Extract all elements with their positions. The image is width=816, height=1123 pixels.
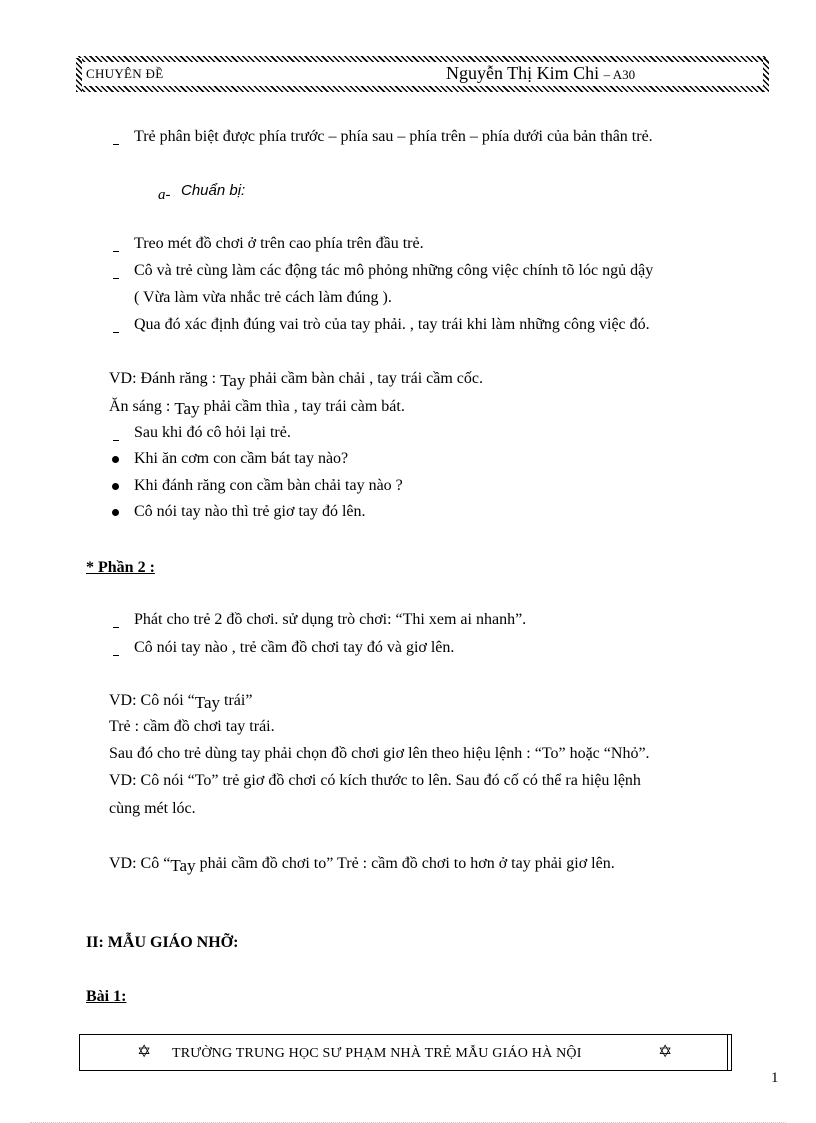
vd3-tay: Tay (170, 856, 196, 875)
part2-vd3 (109, 853, 615, 873)
part2-item-2: Cô nói tay nào , trẻ cầm đồ chơi tay đó và giơ lên. (134, 639, 455, 656)
example-2-rest: phải cầm thìa , tay trái càm bát. (199, 398, 405, 415)
part2-heading: * Phần 2 : (86, 559, 155, 576)
author-name: Nguyễn Thị Kim Chi (446, 63, 600, 83)
example-1-tay: Tay (220, 371, 246, 390)
vd3-prefix: VD: Cô “ (109, 855, 171, 872)
example-1 (109, 368, 483, 388)
dash-bullet (113, 440, 119, 441)
header-top-border (78, 56, 768, 62)
example-2-prefix: Ăn sáng : (109, 398, 175, 415)
example-1-prefix: VD: Đánh răng : (109, 370, 221, 387)
prep-item-3: Qua đó xác định đúng vai trò của tay phải. , tay trái khi làm những công việc đó. (134, 316, 650, 333)
dash-bullet (113, 332, 119, 333)
part2-vd1 (109, 690, 252, 710)
dash-bullet (113, 627, 119, 628)
round-bullet (112, 483, 119, 490)
star-icon: ✡ (137, 1042, 152, 1061)
header-topic: CHUYÊN ĐỀ (86, 66, 164, 81)
dash-bullet (113, 655, 119, 656)
vd1-prefix: VD: Cô nói “ (109, 692, 195, 709)
after-text: Sau khi đó cô hỏi lại trẻ. (134, 424, 291, 441)
lesson-heading: Bài 1: (86, 988, 127, 1005)
dash-bullet (113, 278, 119, 279)
vd1-rest: trái” (220, 692, 253, 709)
example-1-rest: phải cầm bàn chải , tay trái cầm cốc. (245, 370, 484, 387)
vd1-tay: Tay (194, 693, 221, 712)
dash-bullet (113, 144, 119, 145)
prep-item-1: Treo mét đồ chơi ở trên cao phía trên đầu trẻ. (134, 235, 424, 252)
section2-heading: II: MẪU GIÁO NHỠ: (86, 934, 239, 951)
header-bottom-border (78, 86, 768, 92)
header-author (446, 63, 635, 84)
prep-item-2-cont: ( Vừa làm vừa nhắc trẻ cách làm đúng ). (134, 289, 392, 306)
prep-item-2: Cô và trẻ cùng làm các động tác mô phỏng những công việc chính tõ lóc ngủ dậy (134, 262, 654, 279)
vd3-rest: phải cầm đồ chơi to” Trẻ : cầm đồ chơi to hơn ở tay phải giơ lên. (195, 855, 615, 872)
part2-line-4: VD: Cô nói “To” trẻ giơ đồ chơi có kích thước to lên. Sau đó cố có thể ra hiệu lệnh (109, 772, 641, 789)
part2-line-3: Sau đó cho trẻ dùng tay phải chọn đồ chơi giơ lên theo hiệu lệnh : “To” hoặc “Nhỏ”. (109, 745, 650, 762)
part2-line-5: cùng mét lóc. (109, 800, 196, 817)
part2-item-1: Phát cho trẻ 2 đồ chơi. sử dụng trò chơi: “Thi xem ai nhanh”. (134, 611, 527, 628)
intro-item: Trẻ phân biệt được phía trước – phía sau – phía trên – phía dưới của bản thân trẻ. (134, 128, 653, 145)
author-suffix: – A30 (603, 67, 636, 82)
question-3: Cô nói tay nào thì trẻ giơ tay đó lên. (134, 503, 366, 520)
prep-title: Chuẩn bị: (181, 182, 246, 199)
part2-line-2: Trẻ : cầm đồ chơi tay trái. (109, 718, 275, 735)
prep-prefix: a- (158, 187, 171, 203)
question-2: Khi đánh răng con cầm bàn chải tay nào ? (134, 477, 403, 494)
example-2 (109, 396, 405, 416)
page-number: 1 (771, 1070, 779, 1086)
question-1: Khi ăn cơm con cầm bát tay nào? (134, 450, 349, 467)
header-left-border (76, 58, 82, 92)
header-right-border (763, 58, 769, 92)
round-bullet (112, 456, 119, 463)
example-2-tay: Tay (174, 399, 200, 418)
footer-text: TRƯỜNG TRUNG HỌC SƯ PHẠM NHÀ TRẺ MẪU GIÁO HÀ NỘI (172, 1046, 582, 1061)
star-icon: ✡ (658, 1042, 673, 1061)
dash-bullet (113, 251, 119, 252)
round-bullet (112, 509, 119, 516)
